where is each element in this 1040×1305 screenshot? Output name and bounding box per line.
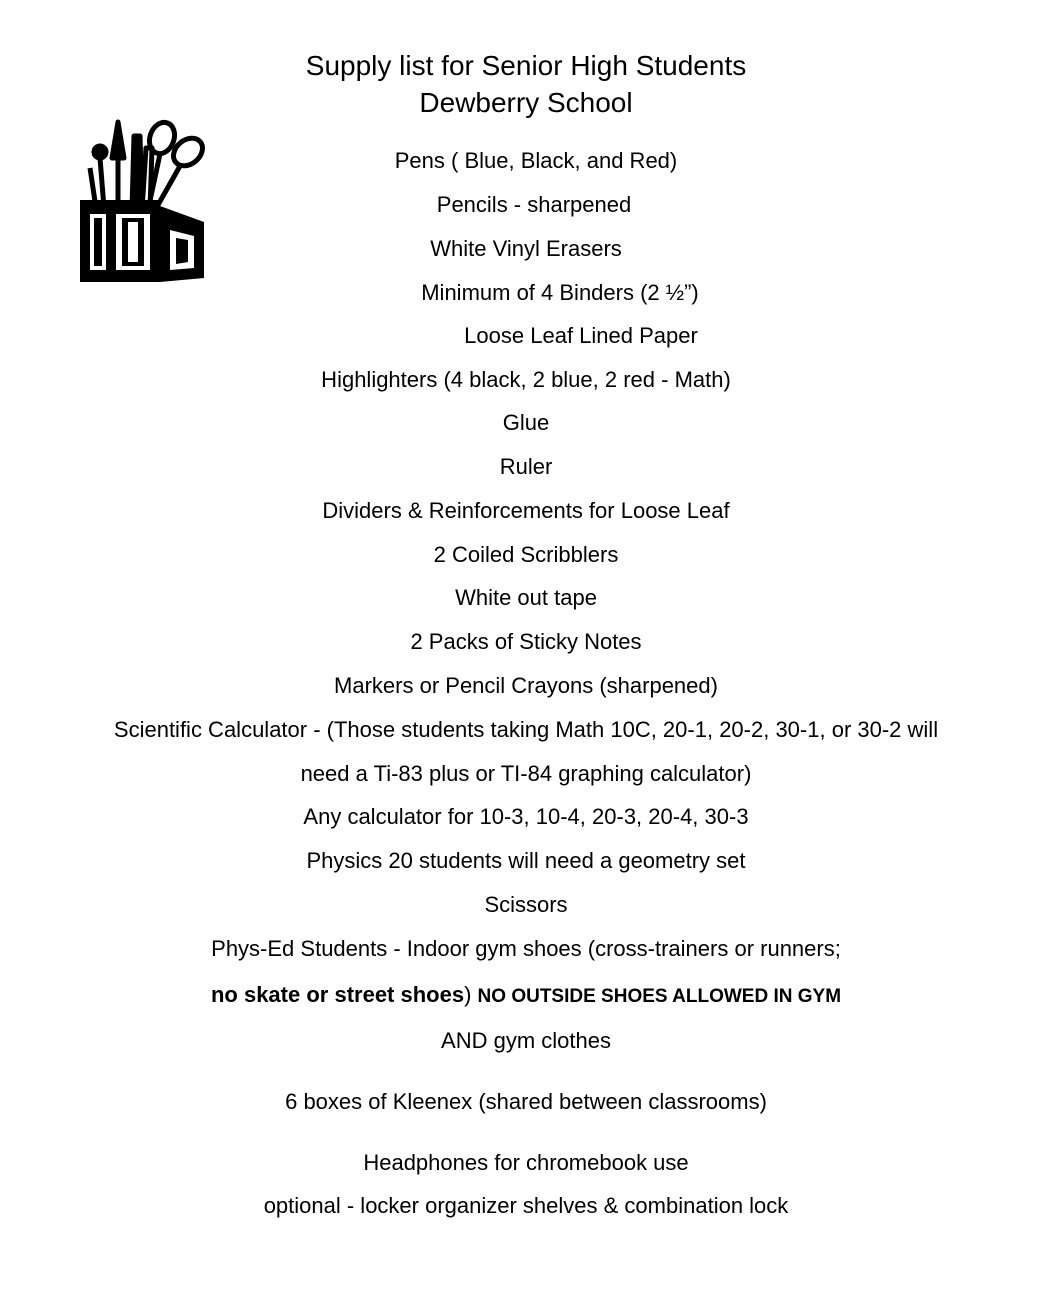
pencil-cup-icon [76, 118, 208, 284]
list-item: Pencils - sharpened [436, 192, 632, 217]
list-item: White out tape [455, 585, 597, 610]
list-item: Pens ( Blue, Black, and Red) [394, 148, 678, 173]
list-item: Markers or Pencil Crayons (sharpened) [334, 673, 718, 698]
list-item: need a Ti-83 plus or TI-84 graphing calculator) [300, 761, 752, 786]
list-item: Dividers & Reinforcements for Loose Leaf [322, 498, 730, 523]
list-item: Minimum of 4 Binders (2 ½”) [421, 280, 699, 305]
list-item: Scissors [484, 892, 568, 917]
list-item: Scientific Calculator - (Those students taking Math 10C, 20-1, 20-2, 30-1, or 30-2 will [113, 717, 939, 742]
physed-note-caps: NO OUTSIDE SHOES ALLOWED IN GYM [477, 986, 842, 1007]
list-item: optional - locker organizer shelves & combination lock [263, 1193, 789, 1218]
list-item: Phys-Ed Students - Indoor gym shoes (cross-trainers or runners; [211, 936, 841, 961]
list-item: Physics 20 students will need a geometry set [306, 848, 746, 873]
physed-note [211, 982, 841, 1010]
list-item: Highlighters (4 black, 2 blue, 2 red - Math) [321, 367, 731, 392]
title-line-1: Supply list for Senior High Students [305, 50, 747, 81]
list-item: AND gym clothes [441, 1028, 611, 1053]
list-item: Ruler [499, 454, 553, 479]
list-item: Loose Leaf Lined Paper [464, 323, 698, 348]
physed-note-paren: ) [464, 982, 472, 1007]
list-item: 2 Coiled Scribblers [433, 542, 619, 567]
list-item: Glue [502, 410, 550, 435]
list-item: 6 boxes of Kleenex (shared between classrooms) [285, 1089, 767, 1114]
physed-note-bold: no skate or street shoes [210, 982, 465, 1007]
list-item: Any calculator for 10-3, 10-4, 20-3, 20-4, 30-3 [303, 804, 749, 829]
title-line-2: Dewberry School [419, 87, 633, 118]
list-item: Headphones for chromebook use [363, 1150, 689, 1175]
list-item: 2 Packs of Sticky Notes [410, 629, 642, 654]
list-item: White Vinyl Erasers [430, 236, 622, 261]
